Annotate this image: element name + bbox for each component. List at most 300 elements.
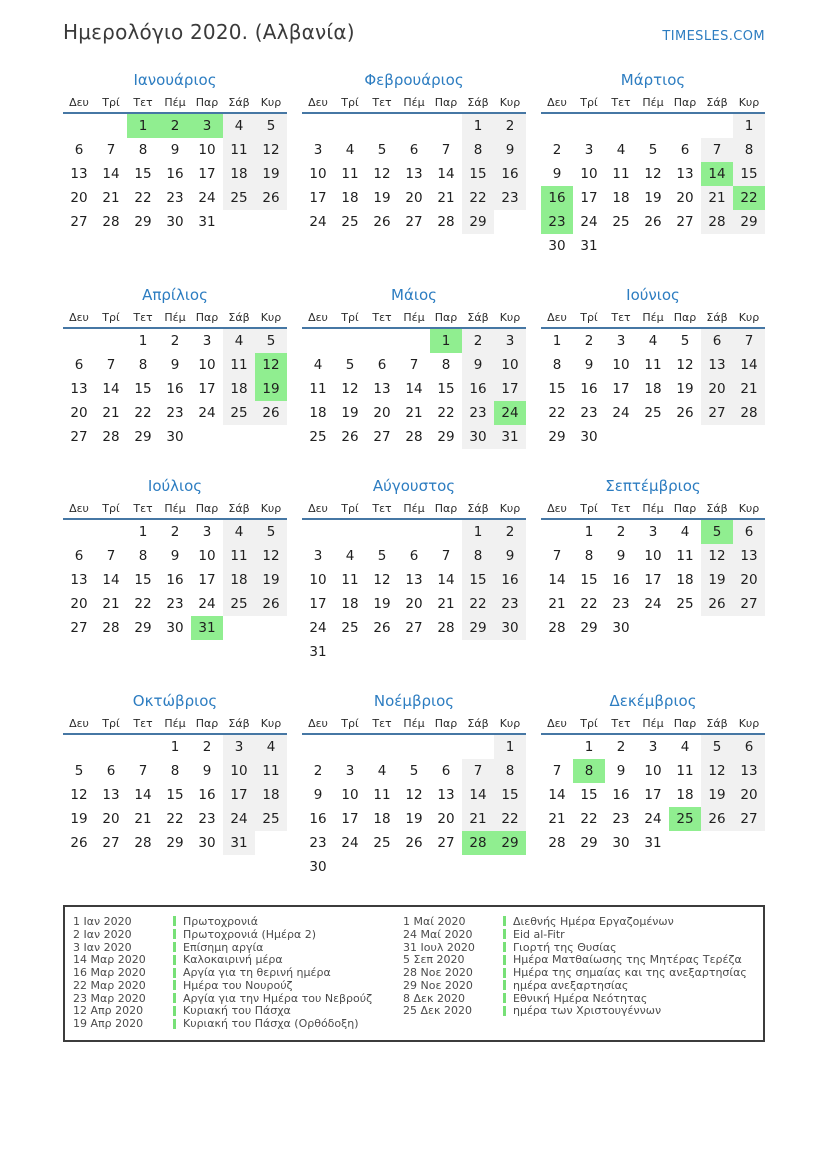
weekday-label: Παρ (195, 717, 219, 730)
day-cell: 26 (70, 835, 88, 851)
weekday-label: Παρ (195, 311, 219, 324)
day-cell-empty (95, 520, 127, 544)
day-cell: 1 (170, 739, 180, 755)
day-cell-empty (302, 114, 334, 138)
day-cell: 21 (548, 596, 566, 612)
month-title: Ιούλιος (147, 477, 203, 495)
legend-holiday-name: Ημέρα Ματθαίωσης της Μητέρας Τερέζα (513, 953, 742, 967)
day-cell: 29 (462, 616, 494, 640)
day-cell: 13 (70, 166, 88, 182)
day-cell: 29 (580, 835, 598, 851)
weekday-label: Σάβ (467, 502, 489, 515)
weekday-label: Κυρ (260, 502, 282, 515)
weekday-label: Σάβ (228, 311, 250, 324)
legend-item (403, 1005, 755, 1018)
day-cell: 5 (345, 357, 355, 373)
day-cell: 17 (644, 572, 662, 588)
day-cell: 15 (134, 572, 152, 588)
day-cell: 26 (255, 592, 287, 616)
day-cell: 20 (70, 596, 88, 612)
day-cell-empty (334, 520, 366, 544)
day-cell: 10 (223, 759, 255, 783)
site-link[interactable]: TIMESLES.COM (662, 29, 765, 44)
legend-holiday-name: Ημέρα του Νουρούζ (183, 978, 293, 992)
day-cell: 22 (494, 807, 526, 831)
day-cell: 28 (437, 214, 455, 230)
weekday-label: Σάβ (706, 717, 728, 730)
weekday-label: Σάβ (467, 717, 489, 730)
day-cell: 29 (437, 429, 455, 445)
weekday-label: Κυρ (738, 96, 760, 109)
day-cell: 25 (341, 620, 359, 636)
day-grid (541, 329, 765, 449)
day-grid (302, 329, 526, 449)
legend-column-2 (403, 915, 755, 1030)
legend-holiday-name: Αργία για την Ημέρα του Νεβρούζ (183, 991, 373, 1005)
day-cell: 20 (676, 190, 694, 206)
day-cell-empty (334, 735, 366, 759)
weekday-label: Κυρ (738, 502, 760, 515)
day-cell: 14 (102, 381, 120, 397)
day-cell: 14 (701, 162, 733, 186)
day-cell: 6 (733, 735, 765, 759)
day-cell: 19 (70, 811, 88, 827)
day-cell: 16 (166, 572, 184, 588)
weekday-label: Κυρ (738, 717, 760, 730)
weekday-label: Τρί (580, 717, 598, 730)
day-cell-empty (701, 114, 733, 138)
day-cell: 27 (373, 429, 391, 445)
holiday-marker-icon (173, 955, 176, 965)
day-cell: 27 (102, 835, 120, 851)
day-cell: 10 (644, 548, 662, 564)
day-cell: 20 (70, 190, 88, 206)
legend-date: 22 Μαρ 2020 (73, 978, 146, 992)
holiday-marker-icon (173, 980, 176, 990)
weekday-label: Δευ (547, 311, 567, 324)
day-cell: 4 (345, 548, 355, 564)
day-cell: 23 (580, 405, 598, 421)
day-cell: 30 (166, 620, 184, 636)
day-cell: 25 (669, 807, 701, 831)
weekday-label: Πέμ (642, 717, 664, 730)
day-cell: 5 (680, 333, 690, 349)
day-cell: 27 (676, 214, 694, 230)
day-cell: 25 (223, 186, 255, 210)
legend-item (73, 1005, 403, 1018)
month-block-11 (302, 692, 526, 879)
month-title: Ιούνιος (626, 286, 680, 304)
weekday-label: Τετ (372, 502, 392, 515)
day-grid (63, 114, 287, 234)
day-cell: 25 (255, 807, 287, 831)
day-cell: 24 (198, 190, 216, 206)
weekday-label: Τετ (611, 311, 631, 324)
day-cell: 14 (405, 381, 423, 397)
day-cell: 17 (644, 787, 662, 803)
day-cell: 19 (255, 568, 287, 592)
day-cell: 17 (309, 190, 327, 206)
day-cell: 21 (437, 190, 455, 206)
day-cell: 4 (345, 142, 355, 158)
day-cell: 29 (134, 620, 152, 636)
day-cell-empty (430, 114, 462, 138)
day-cell-empty (366, 329, 398, 353)
weekday-row (541, 96, 765, 114)
day-cell-empty (605, 114, 637, 138)
day-cell: 31 (580, 238, 598, 254)
day-cell: 26 (701, 592, 733, 616)
day-cell: 16 (166, 381, 184, 397)
day-grid (63, 520, 287, 640)
day-cell-empty (398, 520, 430, 544)
day-cell: 7 (552, 763, 562, 779)
day-cell: 27 (437, 835, 455, 851)
day-cell: 6 (441, 763, 451, 779)
day-cell: 30 (198, 835, 216, 851)
legend-item (73, 928, 403, 941)
day-cell: 11 (341, 572, 359, 588)
day-cell: 20 (733, 783, 765, 807)
day-cell: 8 (494, 759, 526, 783)
day-cell: 25 (373, 835, 391, 851)
holiday-marker-icon (173, 1019, 176, 1029)
day-cell: 9 (494, 544, 526, 568)
day-cell: 30 (309, 859, 327, 875)
day-cell: 29 (494, 831, 526, 855)
weekday-label: Παρ (434, 96, 458, 109)
day-cell: 7 (552, 548, 562, 564)
legend-holiday-name: Κυριακή του Πάσχα (183, 1004, 291, 1018)
day-cell: 20 (70, 405, 88, 421)
day-cell: 9 (462, 353, 494, 377)
day-cell: 21 (437, 596, 455, 612)
weekday-row (541, 717, 765, 735)
day-cell: 28 (548, 835, 566, 851)
weekday-label: Πέμ (164, 717, 186, 730)
weekday-label: Πέμ (642, 311, 664, 324)
day-cell-empty (302, 520, 334, 544)
month-title: Σεπτέμβριος (605, 477, 701, 495)
holiday-marker-icon (503, 1006, 506, 1016)
day-cell-empty (334, 329, 366, 353)
day-cell: 10 (198, 142, 216, 158)
day-cell: 19 (644, 190, 662, 206)
legend-holiday-name: Διεθνής Ημέρα Εργαζομένων (513, 914, 674, 928)
day-cell: 11 (612, 166, 630, 182)
weekday-row (541, 311, 765, 329)
weekday-label: Τρί (102, 717, 120, 730)
day-cell: 23 (494, 186, 526, 210)
day-cell: 9 (552, 166, 562, 182)
weekday-label: Πέμ (403, 96, 425, 109)
day-cell: 4 (223, 114, 255, 138)
day-cell: 10 (580, 166, 598, 182)
day-cell: 22 (462, 186, 494, 210)
weekday-label: Σάβ (706, 311, 728, 324)
weekday-label: Δευ (69, 96, 89, 109)
day-cell: 4 (223, 329, 255, 353)
weekday-label: Σάβ (467, 96, 489, 109)
holiday-marker-icon (173, 942, 176, 952)
weekday-label: Παρ (673, 311, 697, 324)
day-cell: 3 (494, 329, 526, 353)
month-block-3 (541, 71, 765, 258)
month-title: Μάρτιος (620, 71, 686, 89)
day-cell: 12 (701, 759, 733, 783)
weekday-label: Τετ (611, 96, 631, 109)
weekday-label: Δευ (308, 717, 328, 730)
day-cell: 16 (494, 568, 526, 592)
weekday-label: Πέμ (164, 311, 186, 324)
day-cell-empty (366, 735, 398, 759)
day-cell: 19 (255, 162, 287, 186)
weekday-row (302, 717, 526, 735)
day-cell: 19 (701, 783, 733, 807)
weekday-label: Πέμ (164, 502, 186, 515)
day-cell: 25 (309, 429, 327, 445)
legend-date: 14 Μαρ 2020 (73, 953, 146, 967)
legend-column-1 (73, 915, 403, 1030)
day-cell: 2 (552, 142, 562, 158)
day-cell: 30 (612, 835, 630, 851)
day-cell: 19 (255, 377, 287, 401)
day-cell: 13 (70, 381, 88, 397)
day-cell: 12 (644, 166, 662, 182)
day-cell: 5 (255, 520, 287, 544)
day-cell: 24 (309, 620, 327, 636)
day-cell-empty (366, 114, 398, 138)
day-cell: 18 (341, 596, 359, 612)
day-cell: 10 (341, 787, 359, 803)
day-cell: 28 (548, 620, 566, 636)
weekday-label: Κυρ (499, 311, 521, 324)
day-cell: 23 (166, 190, 184, 206)
day-cell: 1 (138, 333, 148, 349)
day-cell: 28 (462, 831, 494, 855)
day-cell-empty (95, 735, 127, 759)
day-cell: 6 (701, 329, 733, 353)
day-cell: 9 (170, 357, 180, 373)
legend-item (403, 979, 755, 992)
day-cell: 6 (409, 548, 419, 564)
day-cell: 23 (541, 210, 573, 234)
day-cell: 21 (102, 190, 120, 206)
day-cell: 28 (102, 214, 120, 230)
day-cell: 20 (373, 405, 391, 421)
day-cell: 15 (580, 787, 598, 803)
day-cell: 8 (441, 357, 451, 373)
day-cell: 4 (223, 520, 255, 544)
day-cell: 6 (106, 763, 116, 779)
day-cell: 30 (548, 238, 566, 254)
month-title: Φεβρουάριος (364, 71, 464, 89)
day-cell: 22 (437, 405, 455, 421)
day-cell: 3 (345, 763, 355, 779)
day-cell: 21 (102, 596, 120, 612)
day-cell: 31 (191, 616, 223, 640)
day-cell: 7 (701, 138, 733, 162)
day-cell: 3 (584, 142, 594, 158)
day-cell: 8 (733, 138, 765, 162)
weekday-label: Τετ (133, 311, 153, 324)
day-cell: 23 (309, 835, 327, 851)
day-cell: 22 (462, 592, 494, 616)
day-cell: 10 (309, 166, 327, 182)
weekday-label: Τρί (580, 96, 598, 109)
day-cell: 14 (437, 572, 455, 588)
day-cell: 20 (437, 811, 455, 827)
day-cell: 5 (701, 520, 733, 544)
day-cell: 16 (309, 811, 327, 827)
day-cell: 27 (733, 807, 765, 831)
month-block-9 (541, 477, 765, 640)
day-cell: 24 (341, 835, 359, 851)
day-cell: 29 (733, 210, 765, 234)
legend-item (73, 915, 403, 928)
day-cell: 28 (134, 835, 152, 851)
day-cell: 17 (198, 166, 216, 182)
legend-date: 28 Νοε 2020 (403, 966, 473, 980)
day-cell: 9 (616, 548, 626, 564)
day-cell: 28 (733, 401, 765, 425)
weekday-label: Παρ (434, 311, 458, 324)
day-cell: 5 (409, 763, 419, 779)
day-grid (63, 329, 287, 449)
legend-item (403, 928, 755, 941)
legend-date: 19 Απρ 2020 (73, 1017, 144, 1031)
day-cell: 13 (676, 166, 694, 182)
day-cell-empty (334, 114, 366, 138)
day-cell: 3 (202, 524, 212, 540)
day-cell: 31 (309, 644, 327, 660)
day-cell: 1 (138, 524, 148, 540)
weekday-label: Δευ (308, 502, 328, 515)
day-cell: 22 (134, 405, 152, 421)
legend-holiday-name: Καλοκαιρινή μέρα (183, 953, 283, 967)
day-cell: 2 (170, 524, 180, 540)
legend-holiday-name: Eid al-Fitr (513, 927, 565, 941)
day-grid (302, 114, 526, 234)
day-cell: 21 (102, 405, 120, 421)
day-cell: 4 (648, 333, 658, 349)
day-cell: 1 (462, 114, 494, 138)
day-cell: 29 (134, 429, 152, 445)
day-cell: 13 (373, 381, 391, 397)
day-cell: 24 (580, 214, 598, 230)
weekday-label: Τετ (372, 717, 392, 730)
weekday-label: Τετ (133, 502, 153, 515)
day-cell: 21 (462, 807, 494, 831)
legend-item (73, 979, 403, 992)
day-cell: 2 (616, 524, 626, 540)
day-cell: 26 (644, 214, 662, 230)
day-cell: 31 (494, 425, 526, 449)
holiday-marker-icon (173, 929, 176, 939)
day-cell: 29 (134, 214, 152, 230)
month-title: Απρίλιος (142, 286, 208, 304)
weekday-label: Τρί (102, 96, 120, 109)
weekday-row (63, 96, 287, 114)
weekday-label: Τρί (341, 311, 359, 324)
day-cell: 2 (494, 114, 526, 138)
weekday-label: Πέμ (164, 96, 186, 109)
legend-date: 3 Ιαν 2020 (73, 940, 132, 954)
weekday-label: Σάβ (706, 502, 728, 515)
weekday-label: Παρ (673, 502, 697, 515)
day-cell: 16 (612, 787, 630, 803)
day-cell: 12 (373, 166, 391, 182)
day-cell: 8 (462, 138, 494, 162)
day-cell: 2 (584, 333, 594, 349)
day-cell: 22 (580, 811, 598, 827)
day-cell: 11 (223, 544, 255, 568)
day-cell: 28 (701, 210, 733, 234)
day-cell: 23 (198, 811, 216, 827)
day-cell: 1 (584, 524, 594, 540)
day-cell: 4 (616, 142, 626, 158)
day-cell: 15 (494, 783, 526, 807)
weekday-label: Δευ (547, 96, 567, 109)
day-cell: 17 (198, 381, 216, 397)
day-cell: 16 (198, 787, 216, 803)
day-cell: 10 (198, 548, 216, 564)
months-grid (63, 71, 765, 879)
day-cell: 10 (612, 357, 630, 373)
legend-holiday-name: ημέρα ανεξαρτησίας (513, 978, 629, 992)
holiday-marker-icon (173, 1006, 176, 1016)
day-cell: 11 (676, 548, 694, 564)
month-block-10 (63, 692, 287, 855)
day-cell: 24 (198, 596, 216, 612)
day-cell: 10 (309, 572, 327, 588)
day-cell: 26 (341, 429, 359, 445)
day-cell: 26 (373, 620, 391, 636)
weekday-label: Τρί (341, 717, 359, 730)
day-cell: 2 (494, 520, 526, 544)
day-cell: 7 (409, 357, 419, 373)
day-cell: 28 (437, 620, 455, 636)
legend-holiday-name: Ημέρα της σημαίας και της ανεξαρτησίας (513, 966, 747, 980)
day-cell: 29 (462, 210, 494, 234)
day-grid (302, 520, 526, 664)
day-cell-empty (541, 735, 573, 759)
day-cell: 22 (166, 811, 184, 827)
weekday-label: Τρί (341, 502, 359, 515)
weekday-label: Παρ (195, 502, 219, 515)
day-cell: 6 (733, 520, 765, 544)
day-cell: 20 (701, 377, 733, 401)
day-cell: 7 (462, 759, 494, 783)
weekday-label: Δευ (308, 96, 328, 109)
weekday-label: Πέμ (642, 96, 664, 109)
day-cell: 13 (102, 787, 120, 803)
legend-date: 31 Ιουλ 2020 (403, 940, 475, 954)
day-cell: 10 (644, 763, 662, 779)
day-cell: 11 (341, 166, 359, 182)
weekday-label: Πέμ (403, 311, 425, 324)
day-cell: 28 (102, 620, 120, 636)
day-cell: 1 (494, 735, 526, 759)
day-cell: 26 (255, 401, 287, 425)
day-cell: 6 (74, 548, 84, 564)
day-cell: 3 (313, 142, 323, 158)
day-cell: 14 (462, 783, 494, 807)
day-cell: 16 (462, 377, 494, 401)
day-cell: 16 (541, 186, 573, 210)
day-cell: 13 (405, 166, 423, 182)
legend-item (403, 992, 755, 1005)
